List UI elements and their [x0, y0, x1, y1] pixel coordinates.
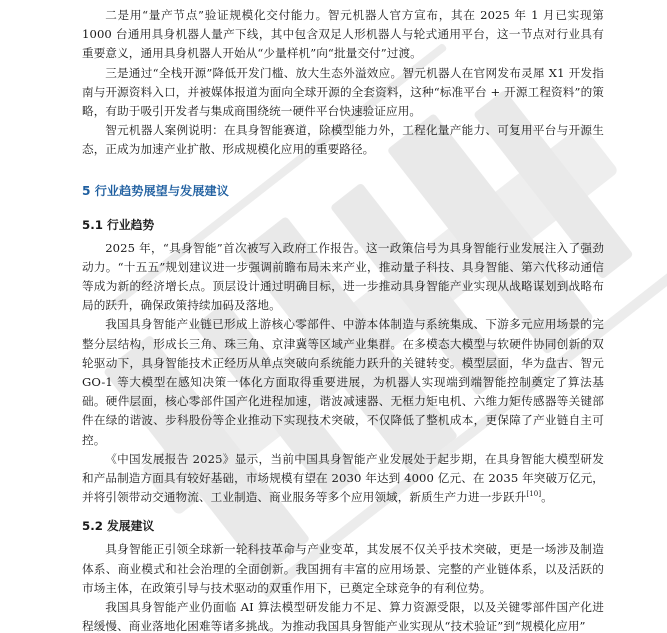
- citation-marker: [10]: [526, 490, 542, 499]
- paragraph: 三是通过“全栈开源”降低开发门槛、放大生态外溢效应。智元机器人在官网发布灵犀 X1 开发指南与开源资料入口，并被媒体报道为面向全球开源的全套资料，这种“标准平台 + 开源工程资料”的策略，有助于吸引开发者与集成商围绕统一硬件平台快速验证应用。: [82, 65, 604, 119]
- paragraph: 《中国发展报告 2025》显示，当前中国具身智能产业发展处于起步期，在具身智能大模型研发和产品制造方面具有较好基础，市场规模有望在 2030 年达到 4000 亿元、在 2035 年突破万亿元，并将引领带动交通物流、工业制造、商业服务等多个应用领域，新质生产力进一步跃升[10]。: [82, 451, 604, 505]
- paragraph: 我国具身智能产业仍面临 AI 算法模型研发能力不足、算力资源受限，以及关键零部件国产化进程缓慢、商业落地化困难等诸多挑战。为推动我国具身智能产业实现从“技术验证”到“规模化应用”: [82, 600, 604, 633]
- paragraph-text: 《中国发展报告 2025》显示，当前中国具身智能产业发展处于起步期，在具身智能大模型研发和产品制造方面具有较好基础，市场规模有望在 2030 年达到 4000 亿元、在 2035 年突破万亿元，并将引领带动交通物流、工业制造、商业服务等多个应用领域，新质生产力进一步跃升: [82, 451, 604, 505]
- paragraph: 智元机器人案例说明：在具身智能赛道，除模型能力外，工程化量产能力、可复用平台与开源生态，正成为加速产业扩散、形成规模化应用的重要路径。: [82, 123, 604, 157]
- paragraph: 2025 年，“具身智能”首次被写入政府工作报告。这一政策信号为具身智能行业发展注入了强劲动力。“十五五”规划建议进一步强调前瞻布局未来产业，推动量子科技、具身智能、第六代移动通信等成为新的经济增长点。顶层设计通过明确目标，进一步推动具身智能产业实现从战略谋划到战略布局的跃升，确保政策持续加码及落地。: [82, 240, 604, 313]
- subsection-heading: 5.2 发展建议: [82, 519, 155, 534]
- paragraph: 二是用“量产节点”验证规模化交付能力。智元机器人官方宣布，其在 2025 年 1 月已实现第 1000 台通用具身机器人量产下线，其中包含双足人形机器人与轮式通用平台，这一节点对行业具有重要意义，通用具身机器人开始从“少量样机”向“批量交付”过渡。: [82, 8, 604, 61]
- document-body: [82, 6, 604, 633]
- subsection-heading: 5.1 行业趋势: [82, 217, 155, 232]
- section-heading: 5 行业趋势展望与发展建议: [82, 183, 229, 198]
- paragraph: 具身智能正引领全球新一轮科技革命与产业变革，其发展不仅关乎技术突破，更是一场涉及制造体系、商业模式和社会治理的全面创新。我国拥有丰富的应用场景、完整的产业链体系，以及活跃的市场主体，在政策引导与技术驱动的双重作用下，已奠定全球竞争的有利位势。: [82, 542, 604, 595]
- paragraph: 我国具身智能产业链已形成上游核心零部件、中游本体制造与系统集成、下游多元应用场景的完整分层结构，形成长三角、珠三角、京津冀等区域产业集群。在多模态大模型与软硬件协同创新的双轮驱动下，具身智能技术正经历从单点突破向系统能力跃升的关键转变。模型层面，华为盘古、智元 GO-1 等大模型在感知决策一体化方面取得重要进展，为机器人实现端到端智能控制奠定了算法基础。硬件层面，核心零部件国产化进程加速，谐波减速器、无框力矩电机、六维力矩传感器等关键部件在绿的谐波、步科股份等企业推动下实现技术突破，不仅降低了整机成本，更保障了产业链自主可控。: [82, 317, 604, 447]
